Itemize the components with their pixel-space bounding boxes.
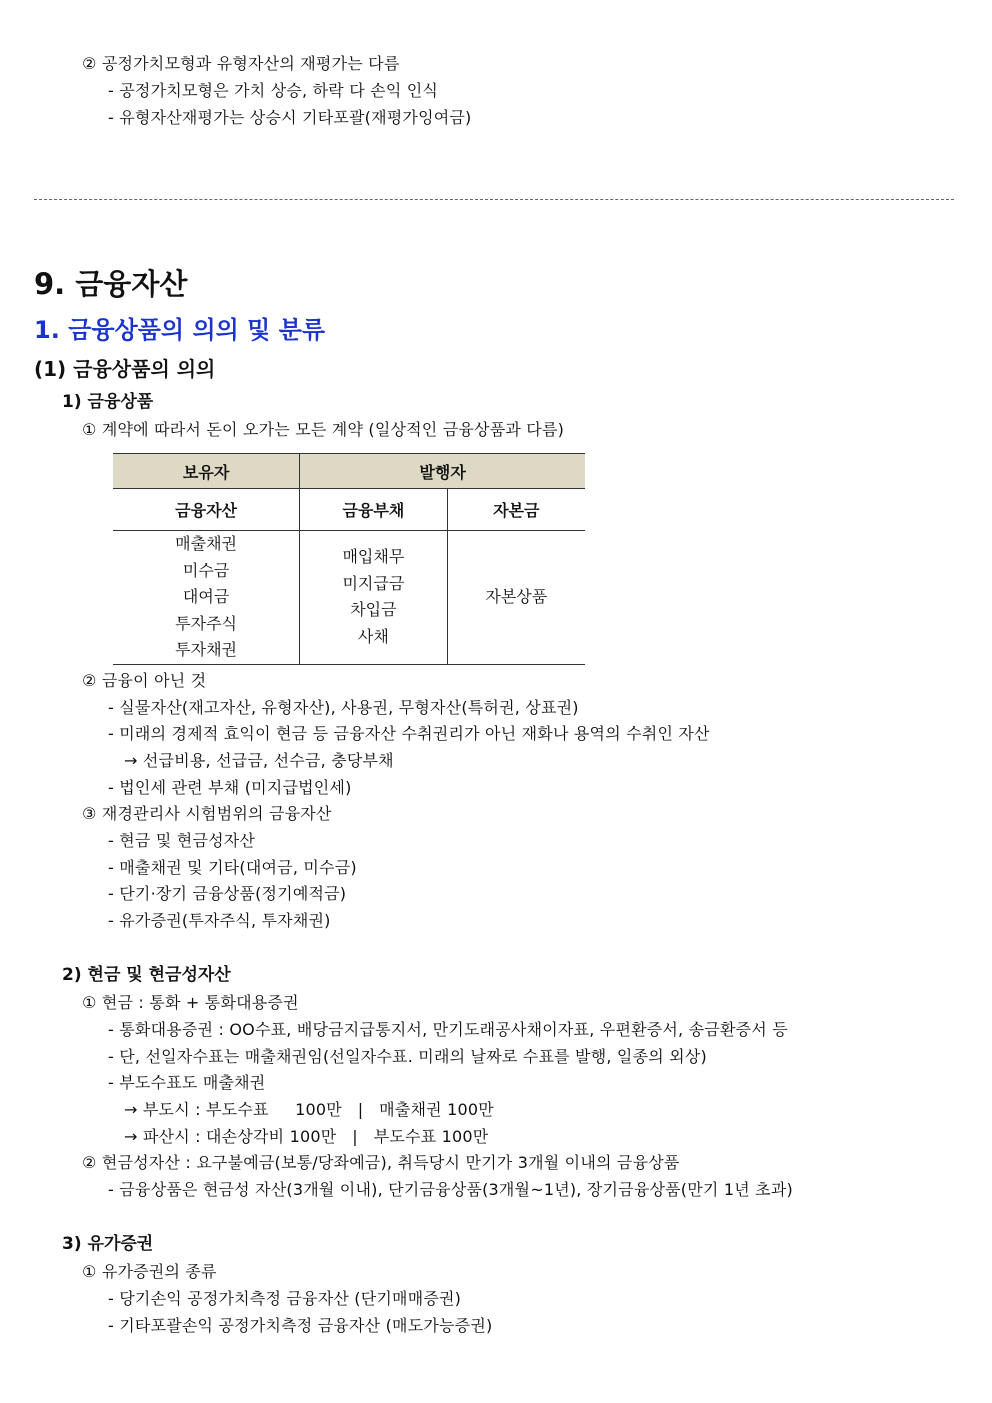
table-cell-equity: 자본상품 [447,531,585,665]
list-subitem: - 유가증권(투자주식, 투자채권) [108,911,331,930]
list-item-1: ① 계약에 따라서 돈이 오가는 모든 계약 (일상적인 금융상품과 다름) [82,420,565,439]
table-cell-value: 투자채권 [175,640,237,659]
list-item-1: ① 현금 : 통화 + 통화대용증권 [82,993,299,1012]
list-item-1: ① 유가증권의 종류 [82,1262,217,1281]
table-header-equity: 자본금 [447,489,585,531]
section-title: 1. 금융상품의 의의 및 분류 [34,316,326,344]
subsection-title-cash: 2) 현금 및 현금성자산 [62,965,231,985]
subsection-title-financial-instruments: 1) 금융상품 [62,392,154,412]
table-cell-value: 사채 [357,626,389,646]
list-item-3: ③ 재경관리사 시험범위의 금융자산 [82,804,332,823]
table-cell-value: 미수금 [182,560,230,580]
table-header-liability: 금융부채 [300,489,447,531]
chapter-title: 9. 금융자산 [34,267,188,301]
classification-table [113,453,585,665]
list-subitem: - 단, 선일자수표는 매출채권임(선일자수표. 미래의 날짜로 수표를 발행, 일종의 외상) [108,1047,707,1066]
list-subitem: - 금융상품은 현금성 자산(3개월 이내), 단기금융상품(3개월~1년), 장기금융상품(만기 1년 초과) [108,1180,793,1199]
list-subitem: - 단기·장기 금융상품(정기예적금) [108,884,347,903]
table-header-asset: 금융자산 [113,489,300,531]
list-subitem: - 법인세 관련 부채 (미지급법인세) [108,778,352,797]
part-title: (1) 금융상품의 의의 [34,357,216,381]
table-cell-liabilities [300,531,447,665]
table-cell-value: 매입채무 [342,547,405,567]
list-subitem: - 당기손익 공정가치측정 금융자산 (단기매매증권) [108,1289,462,1308]
list-subitem: - 공정가치모형은 가치 상승, 하락 다 손익 인식 [108,81,439,100]
list-item-2: ② 금융이 아닌 것 [82,671,207,690]
section-divider [34,199,954,200]
table-header-holder: 보유자 [113,454,300,489]
subsection-title-securities: 3) 유가증권 [62,1234,154,1254]
list-subitem: - 현금 및 현금성자산 [108,831,256,850]
list-subitem: - 미래의 경제적 효익이 현금 등 금융자산 수취권리가 아닌 재화나 용역의 수취인 자산 [108,724,710,743]
table-cell-value: 차입금 [350,600,397,620]
list-subitem: - 통화대용증권 : OO수표, 배당금지급통지서, 만기도래공사채이자표, 우편환증서, 송금환증서 등 [108,1020,788,1039]
list-subitem: - 기타포괄손익 공정가치측정 금융자산 (매도가능증권) [108,1316,493,1335]
journal-entry-bankruptcy: → 파산시 : 대손상각비 100만 | 부도수표 100만 [124,1127,489,1146]
list-subitem-arrow: → 선급비용, 선급금, 선수금, 충당부채 [124,751,394,770]
list-item-2: ② 현금성자산 : 요구불예금(보통/당좌예금), 취득당시 만기가 3개월 이내의 금융상품 [82,1153,680,1172]
list-subitem: - 유형자산재평가는 상승시 기타포괄(재평가잉여금) [108,108,472,127]
table-header-issuer: 발행자 [300,454,585,489]
list-subitem: - 매출채권 및 기타(대여금, 미수금) [108,858,357,877]
table-cell-value: 매출채권 [175,534,237,553]
table-cell-value: 미지급금 [342,573,405,593]
table-cell-value: 대여금 [182,587,230,606]
list-item-2: ② 공정가치모형과 유형자산의 재평가는 다름 [82,54,400,73]
list-subitem: - 부도수표도 매출채권 [108,1073,266,1092]
table-cell-assets [113,531,300,665]
journal-entry-dishonor: → 부도시 : 부도수표 100만 | 매출채권 100만 [124,1100,494,1119]
list-subitem: - 실물자산(재고자산, 유형자산), 사용권, 무형자산(특허권, 상표권) [108,698,579,717]
table-cell-value: 투자주식 [175,613,237,633]
